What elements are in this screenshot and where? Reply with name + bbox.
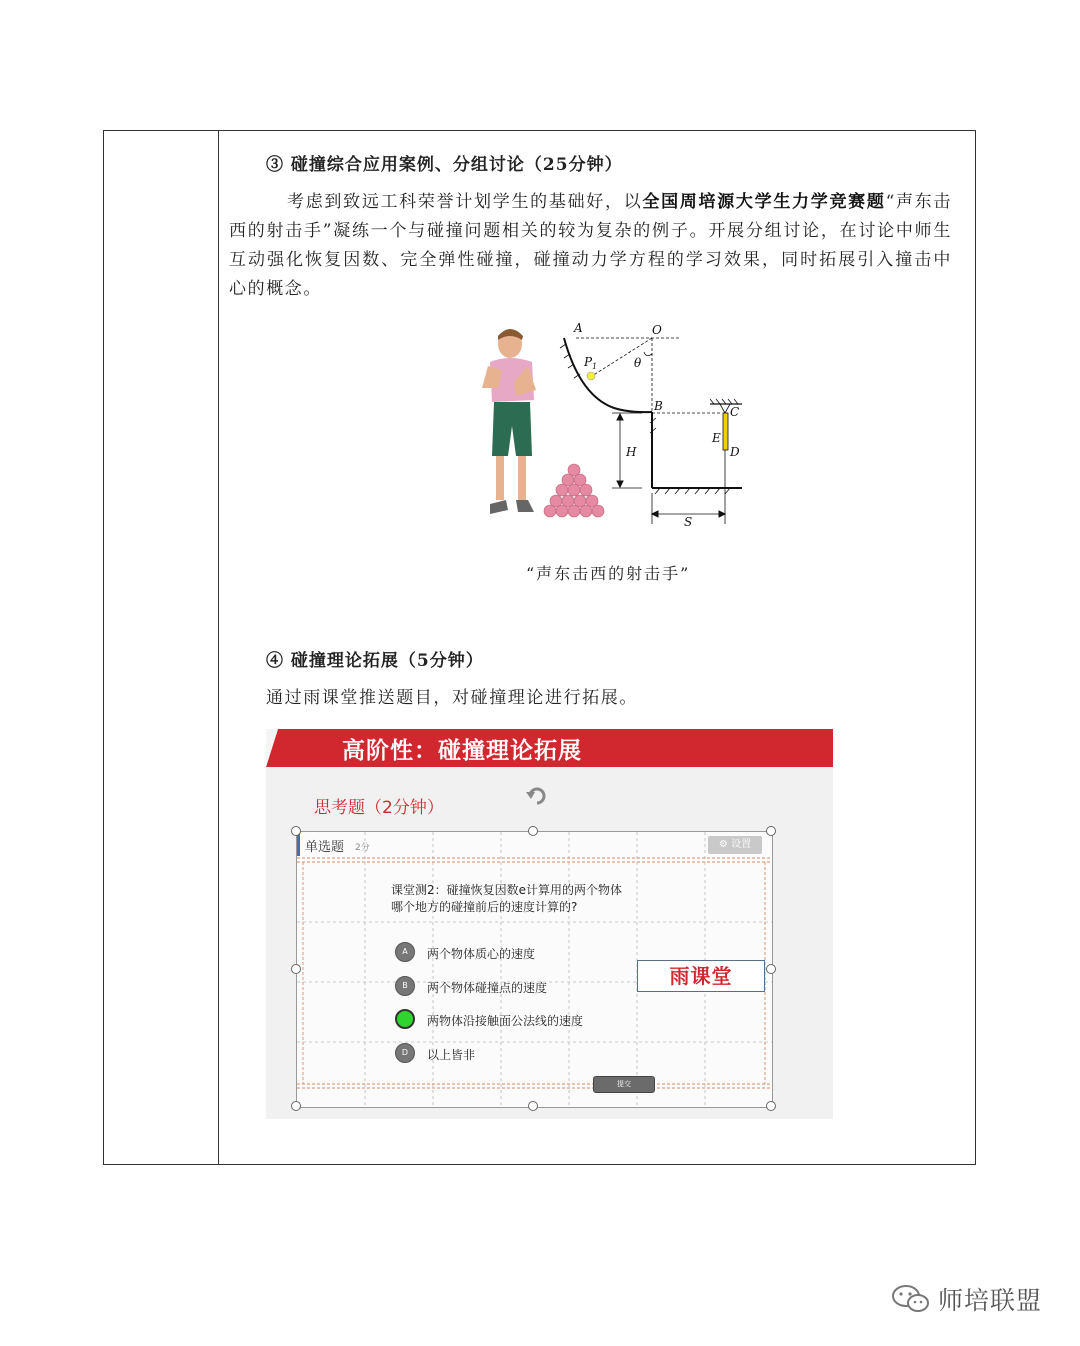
wechat-icon (890, 1283, 932, 1315)
option-a-text: 两个物体质心的速度 (427, 947, 536, 961)
label-c: C (730, 405, 740, 419)
option-c-marker-correct (395, 1009, 415, 1029)
section4-paragraph: 通过雨课堂推送题目，对碰撞理论进行拓展。 (266, 688, 638, 708)
option-a-marker: A (395, 942, 415, 962)
section4-heading: ④ 碰撞理论拓展（5分钟） (266, 651, 484, 671)
boy-illustration (482, 329, 536, 514)
submit-button[interactable]: 提交 (593, 1076, 655, 1093)
option-c-text: 两物体沿接触面公法线的速度 (427, 1014, 584, 1028)
question-line-2: 哪个地方的碰撞前后的速度计算的? (391, 900, 578, 914)
para-bold: 全国周培源大学生力学竞赛题 (642, 192, 886, 212)
label-e: E (712, 431, 721, 445)
question-line-1: 课堂测2：碰撞恢复因数e计算用的两个物体 (391, 883, 623, 897)
section3-heading: ③ 碰撞综合应用案例、分组讨论（25分钟） (266, 155, 623, 175)
column-divider (218, 131, 219, 1164)
resize-handle-bl[interactable] (291, 1101, 301, 1111)
label-p: P (584, 355, 593, 369)
question-type: 单选题 (305, 840, 345, 855)
label-o: O (652, 323, 662, 337)
ball-p1 (587, 372, 595, 380)
option-b-marker: B (395, 976, 415, 996)
resize-handle-bc[interactable] (528, 1101, 538, 1111)
resize-handle-tl[interactable] (291, 826, 301, 836)
figure-caption: “声东击西的射击手” (526, 564, 691, 583)
question-text (391, 882, 691, 916)
label-s: S (684, 515, 693, 529)
settings-label: 设置 (731, 839, 752, 850)
para-text-1: 考虑到致远工科荣誉计划学生的基础好，以 (287, 192, 643, 212)
label-d: D (730, 445, 740, 459)
pendulum-rod (723, 413, 728, 450)
label-h: H (626, 445, 637, 459)
option-d-text: 以上皆非 (427, 1048, 476, 1062)
para-text-2: “声东击西的射击手”凝练一个与碰撞问题相关的较为复杂的例子。开展分组讨论，在讨论中师生互动强化恢复因数、完全弹性碰撞，碰撞动力学方程的学习效果，同时拓展引入撞击中心的概念。 (229, 192, 952, 299)
slide-title: 高阶性：碰撞理论拓展 (342, 738, 582, 764)
question-frame[interactable] (296, 831, 773, 1108)
rotate-handle-icon[interactable] (522, 781, 552, 811)
question-score: 2分 (355, 843, 370, 853)
watermark-text: 师培联盟 (938, 1286, 1043, 1315)
settings-button[interactable]: ⚙ 设置 (708, 836, 762, 854)
label-theta: θ (634, 356, 642, 370)
label-p-sub: 1 (592, 362, 598, 371)
resize-handle-tc[interactable] (528, 826, 538, 836)
balls-pyramid (544, 464, 604, 517)
rain-classroom-slide (266, 729, 833, 1119)
resize-handle-ml[interactable] (291, 964, 301, 974)
option-d-marker: D (395, 1043, 415, 1063)
section3-paragraph (229, 188, 952, 304)
resize-handle-mr[interactable] (766, 964, 776, 974)
resize-handle-tr[interactable] (766, 826, 776, 836)
shooter-figure (480, 318, 750, 533)
label-b: B (654, 399, 663, 413)
think-label: 思考题（2分钟） (314, 798, 444, 818)
resize-handle-br[interactable] (766, 1101, 776, 1111)
rain-classroom-logo: 雨课堂 (637, 960, 765, 992)
label-a: A (574, 321, 583, 335)
option-b-text: 两个物体碰撞点的速度 (427, 981, 548, 995)
